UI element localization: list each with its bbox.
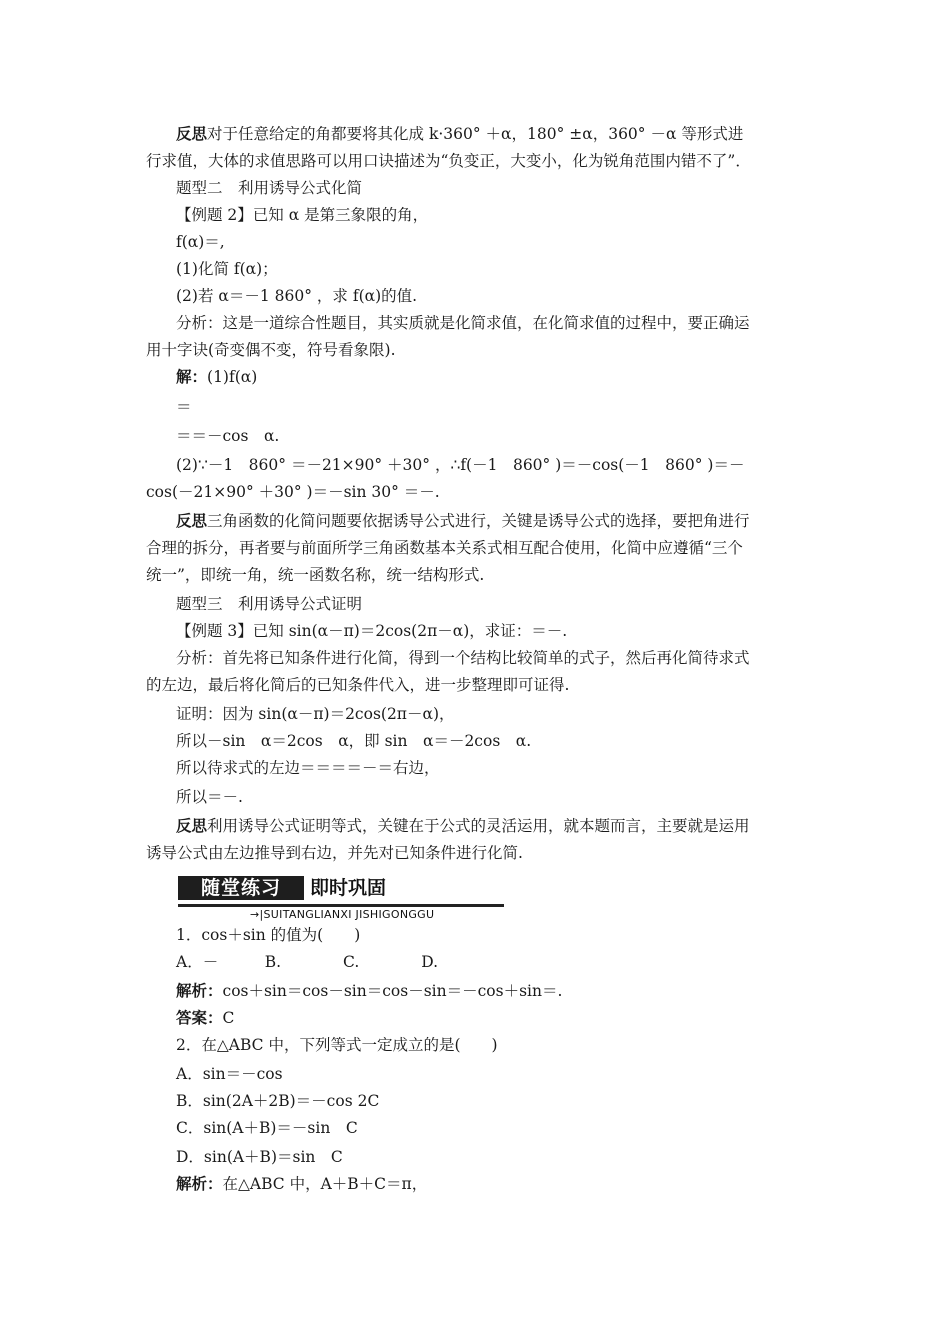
question-2-option-b: B．sin(2A＋2B)＝－cos 2C [176,1092,380,1110]
text-line: cos(－21×90° ＋30° )＝－sin 30° ＝－. [146,483,440,501]
banner-rule [178,904,504,907]
analysis-line: 分析：这是一道综合性题目，其实质就是化简求值，在化简求值的过程中，要正确运 [176,314,750,332]
text-line: ＝ [176,398,192,416]
text-line: 所以＝－. [176,788,243,806]
text-line-reflection-1: 反思对于任意给定的角都要将其化成 k·360° ＋α，180° ±α，360° －α 等形式进 [176,124,744,143]
practice-section-banner [178,872,508,924]
question-2-option-d: D．sin(A＋B)＝sin C [176,1148,343,1166]
text-line: ＝＝－cos α. [176,427,280,445]
question-2-explanation: 解析：在△ABC 中，A＋B＋C＝π， [176,1174,428,1193]
text-line-reflection-2: 反思三角函数的化简问题要依据诱导公式进行，关键是诱导公式的选择，要把角进行 [176,511,750,530]
text-line: 合理的拆分，再者要与前面所学三角函数基本关系式相互配合使用，化简中应遵循“三个 [146,539,743,557]
text-line: (1)化简 f(α)； [176,260,278,278]
text-line: f(α)＝, [176,233,225,251]
text-line: 的左边，最后将化简后的已知条件代入，进一步整理即可证得. [146,676,570,694]
text-line: 用十字诀(奇变偶不变，符号看象限). [146,341,396,359]
text-line: 所以－sin α＝2cos α，即 sin α＝－2cos α. [176,732,532,750]
question-1: 1．cos＋sin 的值为( ) [176,926,361,944]
text-line: 所以待求式的左边＝＝＝＝－＝右边， [176,759,440,777]
text-line: (2)若 α＝－1 860° ，求 f(α)的值. [176,287,418,305]
text-line: (2)∵－1 860° ＝－21×90° ＋30° ，∴f(－1 860° )＝－cos(－1 860° )＝－ [176,456,745,474]
analysis-line: 分析：首先将已知条件进行化简，得到一个结构比较简单的式子，然后再化简待求式 [176,649,750,667]
text-line: 诱导公式由左边推导到右边，并先对已知条件进行化简. [146,844,523,862]
question-2: 2．在△ABC 中，下列等式一定成立的是( ) [176,1036,498,1054]
text-line-reflection-3: 反思利用诱导公式证明等式，关键在于公式的灵活运用，就本题而言，主要就是运用 [176,816,750,835]
section-heading-type-2: 题型二 利用诱导公式化简 [176,179,363,197]
proof-line: 证明：因为 sin(α－π)＝2cos(2π－α)， [176,705,455,723]
banner-subtitle: →|SUITANGLIANXI JISHIGONGGU [250,908,435,921]
solution-line: 解：(1)f(α) [176,367,258,386]
question-2-option-c: C．sin(A＋B)＝－sin C [176,1119,358,1137]
example-2-heading: 【例题 2】已知 α 是第三象限的角， [176,206,429,224]
question-1-options: A．－ B. C. D. [176,953,439,971]
banner-title: 即时巩固 [310,877,387,899]
question-1-explanation: 解析：cos＋sin＝cos－sin＝cos－sin＝－cos＋sin＝. [176,981,563,1000]
question-1-answer: 答案：C [176,1008,235,1027]
banner-label-box: 随堂练习 [178,876,304,900]
question-2-option-a: A．sin＝－cos [176,1065,283,1083]
example-3-heading: 【例题 3】已知 sin(α－π)＝2cos(2π－α)，求证：＝－. [176,622,568,640]
text-line: 统一”，即统一角，统一函数名称，统一结构形式. [146,566,485,584]
text-line: 行求值，大体的求值思路可以用口诀描述为“负变正，大变小，化为锐角范围内错不了”． [146,152,751,170]
section-heading-type-3: 题型三 利用诱导公式证明 [176,595,363,613]
